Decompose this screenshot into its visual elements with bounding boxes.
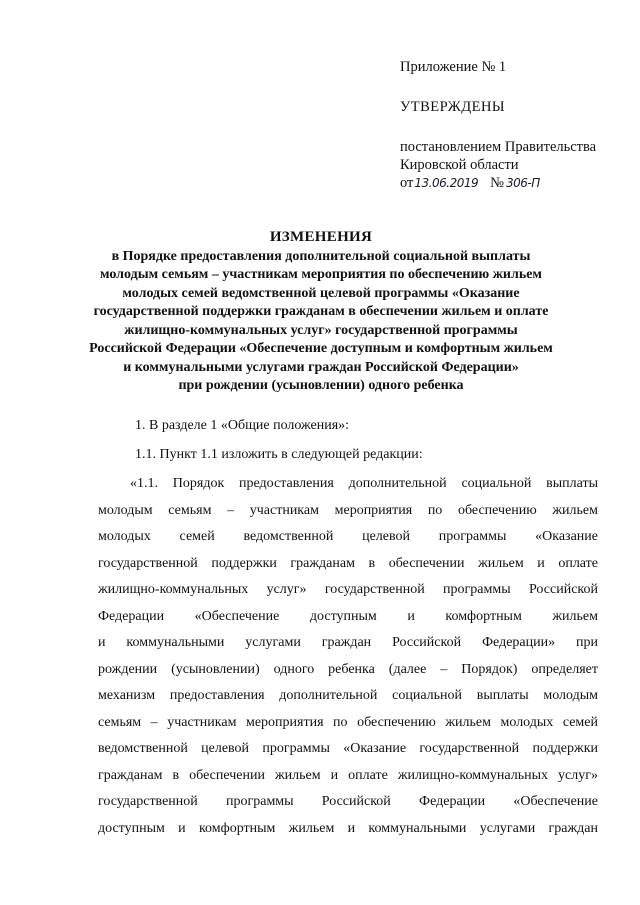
handwritten-date: 13.06.2019 <box>414 176 479 190</box>
text-line: гражданам в обеспечении жильем и оплате жилищно-коммунальных услуг» <box>98 767 598 783</box>
text-line: рождении (усыновлении) одного ребенка (далее – Порядок) определяет <box>98 661 598 677</box>
heading-line: при рождении (усыновлении) одного ребенка <box>178 378 464 393</box>
text-line: «1.1. Порядок предоставления дополнительной социальной выплаты <box>130 476 598 491</box>
text-line: молодых семей ведомственной целевой программы «Оказание <box>98 529 598 544</box>
heading-line: и коммунальными услугами граждан Российской Федерации» <box>123 359 519 375</box>
paragraph-new-wording <box>98 471 598 842</box>
heading-line: молодым семьям – участникам мероприятия по обеспечению жильем <box>100 267 542 282</box>
text-line: жилищно-коммунальных услуг» государственной программы Российской <box>98 582 598 597</box>
approved-stamp: УТВЕРЖДЕНЫ <box>400 99 506 115</box>
paragraph-item-1-1: 1.1. Пункт 1.1 изложить в следующей редакции: <box>135 447 423 462</box>
text-line: и коммунальными услугами граждан Российской Федерации» при <box>98 635 598 650</box>
number-sign: № <box>490 175 504 191</box>
document-heading <box>80 228 562 396</box>
date-prefix: от <box>400 175 414 191</box>
heading-title: ИЗМЕНЕНИЯ <box>269 229 373 245</box>
heading-line: государственной поддержки гражданам в обеспечении жильем и оплате <box>93 304 549 319</box>
heading-line: Российской Федерации «Обеспечение доступным и комфортным жильем <box>89 341 553 356</box>
heading-line: жилищно-коммунальных услуг» государственной программы <box>124 322 518 338</box>
heading-line: молодых семей ведомственной целевой программы «Оказание <box>122 285 520 301</box>
document-body <box>98 413 598 842</box>
decree-date-line <box>400 174 628 192</box>
text-line: государственной поддержки гражданам в обеспечении жильем и оплате <box>98 555 598 571</box>
handwritten-number: 306-П <box>505 176 540 190</box>
decree-line-1: постановлением Правительства <box>400 139 597 155</box>
heading-line: в Порядке предоставления дополнительной социальной выплаты <box>111 248 531 264</box>
approval-block <box>400 58 628 192</box>
annex-label: Приложение № 1 <box>400 59 507 75</box>
decree-line-2: Кировской области <box>400 157 519 173</box>
text-line: государственной программы Российской Федерации «Обеспечение <box>98 794 598 809</box>
text-line: семьям – участникам мероприятия по обеспечению жильем молодых семей <box>98 714 598 730</box>
text-line: доступным и комфортным жильем и коммунальными услугами граждан <box>98 820 598 836</box>
text-line: Федерации «Обеспечение доступным и комфортным жильем <box>98 608 598 624</box>
paragraph-section-1: 1. В разделе 1 «Общие положения»: <box>135 418 350 433</box>
text-line: ведомственной целевой программы «Оказание государственной поддержки <box>98 741 598 756</box>
text-line: молодым семьям – участникам мероприятия по обеспечению жильем <box>98 502 598 518</box>
text-line: механизм предоставления дополнительной социальной выплаты молодым <box>98 688 598 703</box>
